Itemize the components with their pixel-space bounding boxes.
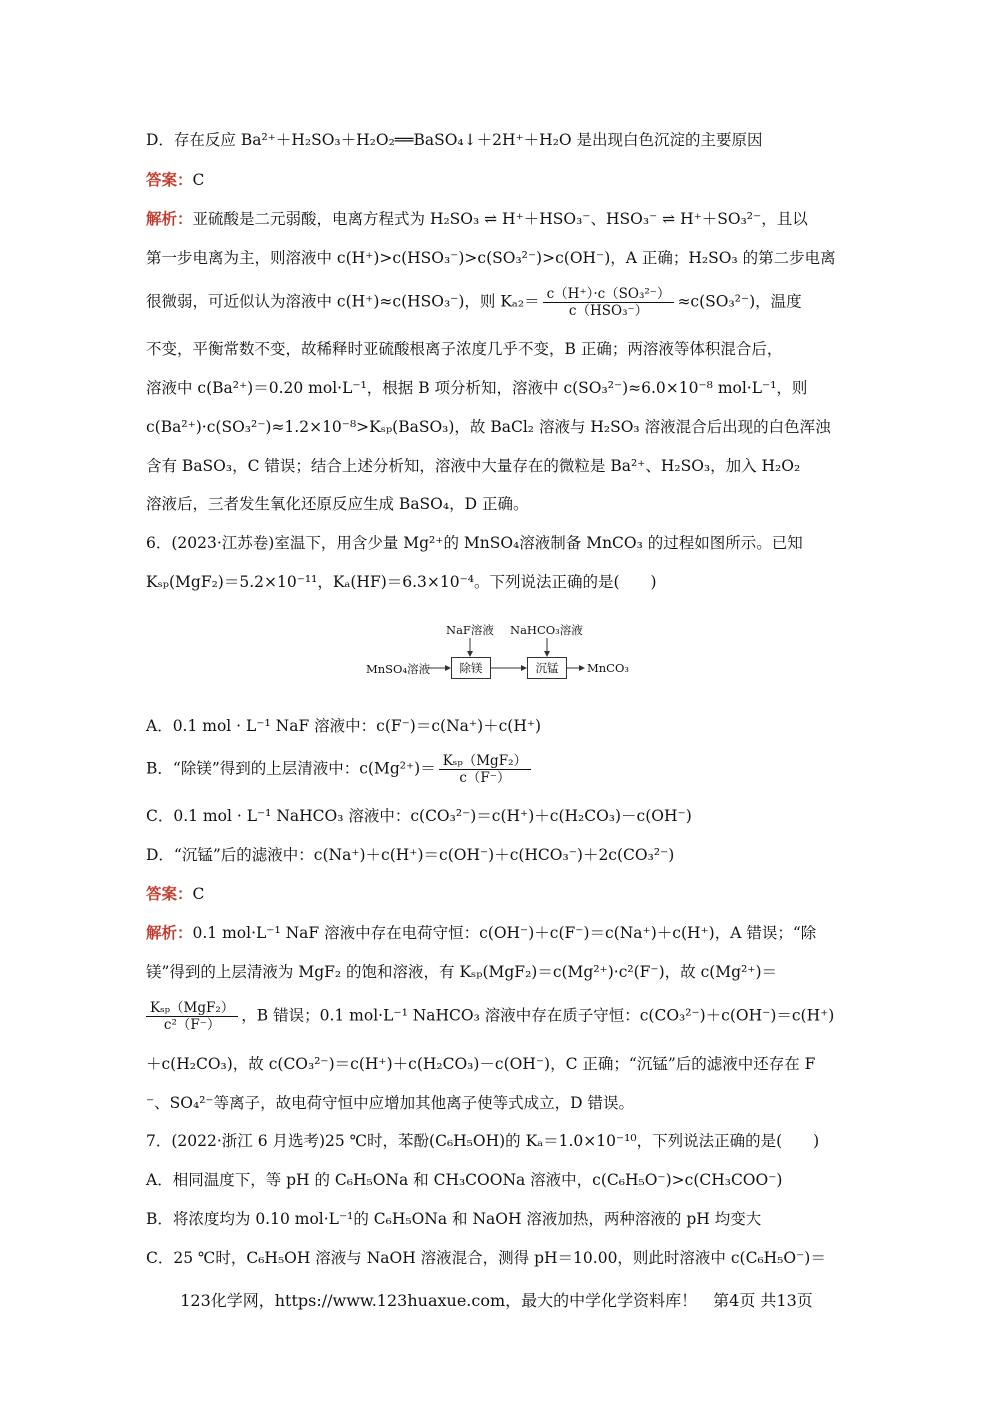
analysis-line-9 — [146, 923, 816, 943]
analysis-label: 解析： — [146, 923, 193, 942]
fraction-numerator: Kₛₚ（MgF₂） — [146, 1000, 238, 1017]
analysis-label: 解析： — [146, 209, 193, 228]
analysis-text: 很微弱，可近似认为溶液中 c(H⁺)≈c(HSO₃⁻)，则 Kₐ₂＝ — [146, 292, 540, 311]
analysis-line-10: 镁”得到的上层清液为 MgF₂ 的饱和溶液，有 Kₛₚ(MgF₂)＝c(Mg²⁺)·c²(F⁻)，故 c(Mg²⁺)＝ — [146, 963, 778, 981]
ka2-fraction — [543, 286, 675, 319]
analysis-line-2: 第一步电离为主，则溶液中 c(H⁺)>c(HSO₃⁻)>c(SO₃²⁻)>c(OH⁻)，A 正确；H₂SO₃ 的第二步电离 — [146, 249, 836, 267]
mnco3-label: MnCO₃ — [587, 661, 630, 675]
fraction-numerator: Kₛₚ（MgF₂） — [439, 753, 531, 770]
analysis-line-5: 溶液中 c(Ba²⁺)＝0.20 mol·L⁻¹，根据 B 项分析知，溶液中 c(SO₃²⁻)≈6.0×10⁻⁸ mol·L⁻¹，则 — [146, 379, 808, 397]
answer-line-2 — [146, 884, 204, 904]
option-d-text: D．“沉锰”后的滤液中：c(Na⁺)＋c(H⁺)＝c(OH⁻)＋c(HCO₃⁻)＋2c(CO₃²⁻) — [146, 846, 675, 864]
q7-option-a: A．相同温度下，等 pH 的 C₆H₅ONa 和 CH₃COONa 溶液中，c(C₆H₅O⁻)>c(CH₃COO⁻) — [146, 1171, 783, 1189]
fraction-numerator: c（H⁺）·c（SO₃²⁻） — [543, 286, 675, 303]
fraction-denominator: c（F⁻） — [459, 770, 511, 786]
answer-value: C — [192, 171, 205, 189]
analysis-text: 亚硫酸是二元弱酸，电离方程式为 H₂SO₃ ⇌ H⁺＋HSO₃⁻、HSO₃⁻ ⇌ H⁺＋SO₃²⁻，且以 — [192, 210, 808, 228]
analysis-line-6: c(Ba²⁺)·c(SO₃²⁻)≈1.2×10⁻⁸>Kₛₚ(BaSO₃)，故 BaCl₂ 溶液与 H₂SO₃ 溶液混合后出现的白色浑浊 — [146, 418, 831, 436]
answer-value: C — [192, 885, 205, 903]
analysis-line-4: 不变，平衡常数不变，故稀释时亚硫酸根离子浓度几乎不变，B 正确；两溶液等体积混合后， — [146, 340, 783, 358]
nahco3-label: NaHCO₃溶液 — [510, 623, 583, 637]
q7-option-b: B．将浓度均为 0.10 mol·L⁻¹的 C₆H₅ONa 和 NaOH 溶液加热，两种溶液的 pH 均变大 — [146, 1210, 762, 1228]
analysis-line-8: 溶液后，三者发生氧化还原反应生成 BaSO₄，D 正确。 — [146, 495, 529, 513]
question-7-stem: 7．(2022·浙江 6 月选考)25 ℃时，苯酚(C₆H₅OH)的 Kₐ＝1.0×10⁻¹⁰，下列说法正确的是( ) — [146, 1132, 820, 1150]
answer-line-1 — [146, 170, 204, 190]
analysis-text: ≈c(SO₃²⁻)，温度 — [677, 292, 802, 311]
analysis-line-7: 含有 BaSO₃，C 错误；结合上述分析知，溶液中大量存在的微粒是 Ba²⁺、H₂SO₃，加入 H₂O₂ — [146, 457, 801, 475]
question-6-constants: Kₛₚ(MgF₂)＝5.2×10⁻¹¹，Kₐ(HF)＝6.3×10⁻⁴。下列说法正确的是( ) — [146, 573, 657, 591]
analysis-line-1 — [146, 209, 808, 229]
naf-label: NaF溶液 — [446, 623, 494, 637]
option-b-line — [146, 753, 534, 786]
analysis-text: 0.1 mol·L⁻¹ NaF 溶液中存在电荷守恒：c(OH⁻)＋c(F⁻)＝c(Na⁺)＋c(H⁺)，A 错误；“除 — [192, 924, 817, 942]
option-a-text: A．0.1 mol · L⁻¹ NaF 溶液中：c(F⁻)＝c(Na⁺)＋c(H⁺) — [146, 717, 542, 735]
q7-option-c: C．25 ℃时，C₆H₅OH 溶液与 NaOH 溶液混合，测得 pH＝10.00，则此时溶液中 c(C₆H₅O⁻)＝ — [146, 1249, 826, 1267]
fraction-denominator: c（HSO₃⁻） — [568, 303, 649, 319]
question-6-stem: 6．(2023·江苏卷)室温下，用含少量 Mg²⁺的 MnSO₄溶液制备 MnCO₃ 的过程如图所示。已知 — [146, 534, 803, 552]
option-b-text: B．“除镁”得到的上层清液中：c(Mg²⁺)＝ — [146, 759, 436, 778]
fraction-denominator: c²（F⁻） — [163, 1017, 221, 1033]
mnso4-label: MnSO₄溶液 — [366, 662, 431, 676]
process-diagram — [366, 618, 631, 686]
analysis-line-12: ＋c(H₂CO₃)，故 c(CO₃²⁻)＝c(H⁺)＋c(H₂CO₃)－c(OH⁻)，C 正确；“沉锰”后的滤液中还存在 F — [146, 1055, 816, 1073]
magnesium-removal-box: 除镁 — [451, 657, 491, 679]
ksp-fraction — [439, 753, 531, 786]
page-footer: 123化学网，https://www.123huaxue.com，最大的中学化学资料库！ 第4页 共13页 — [180, 1291, 813, 1310]
option-d-text: D．存在反应 Ba²⁺＋H₂SO₃＋H₂O₂══BaSO₄↓＋2H⁺＋H₂O 是出现白色沉淀的主要原因 — [146, 131, 763, 149]
manganese-precipitation-box: 沉锰 — [527, 657, 567, 679]
option-c-text: C．0.1 mol · L⁻¹ NaHCO₃ 溶液中：c(CO₃²⁻)＝c(H⁺)＋c(H₂CO₃)－c(OH⁻) — [146, 807, 692, 825]
answer-label: 答案： — [146, 884, 193, 903]
ksp-fraction-2 — [146, 1000, 238, 1033]
analysis-text: ，B 错误；0.1 mol·L⁻¹ NaHCO₃ 溶液中存在质子守恒：c(CO₃²⁻)＋c(OH⁻)＝c(H⁺) — [241, 1006, 835, 1025]
analysis-line-3 — [146, 286, 802, 319]
analysis-line-13: ⁻、SO₄²⁻等离子，故电荷守恒中应增加其他离子使等式成立，D 错误。 — [146, 1094, 634, 1112]
analysis-line-11 — [146, 1000, 834, 1033]
answer-label: 答案： — [146, 170, 193, 189]
